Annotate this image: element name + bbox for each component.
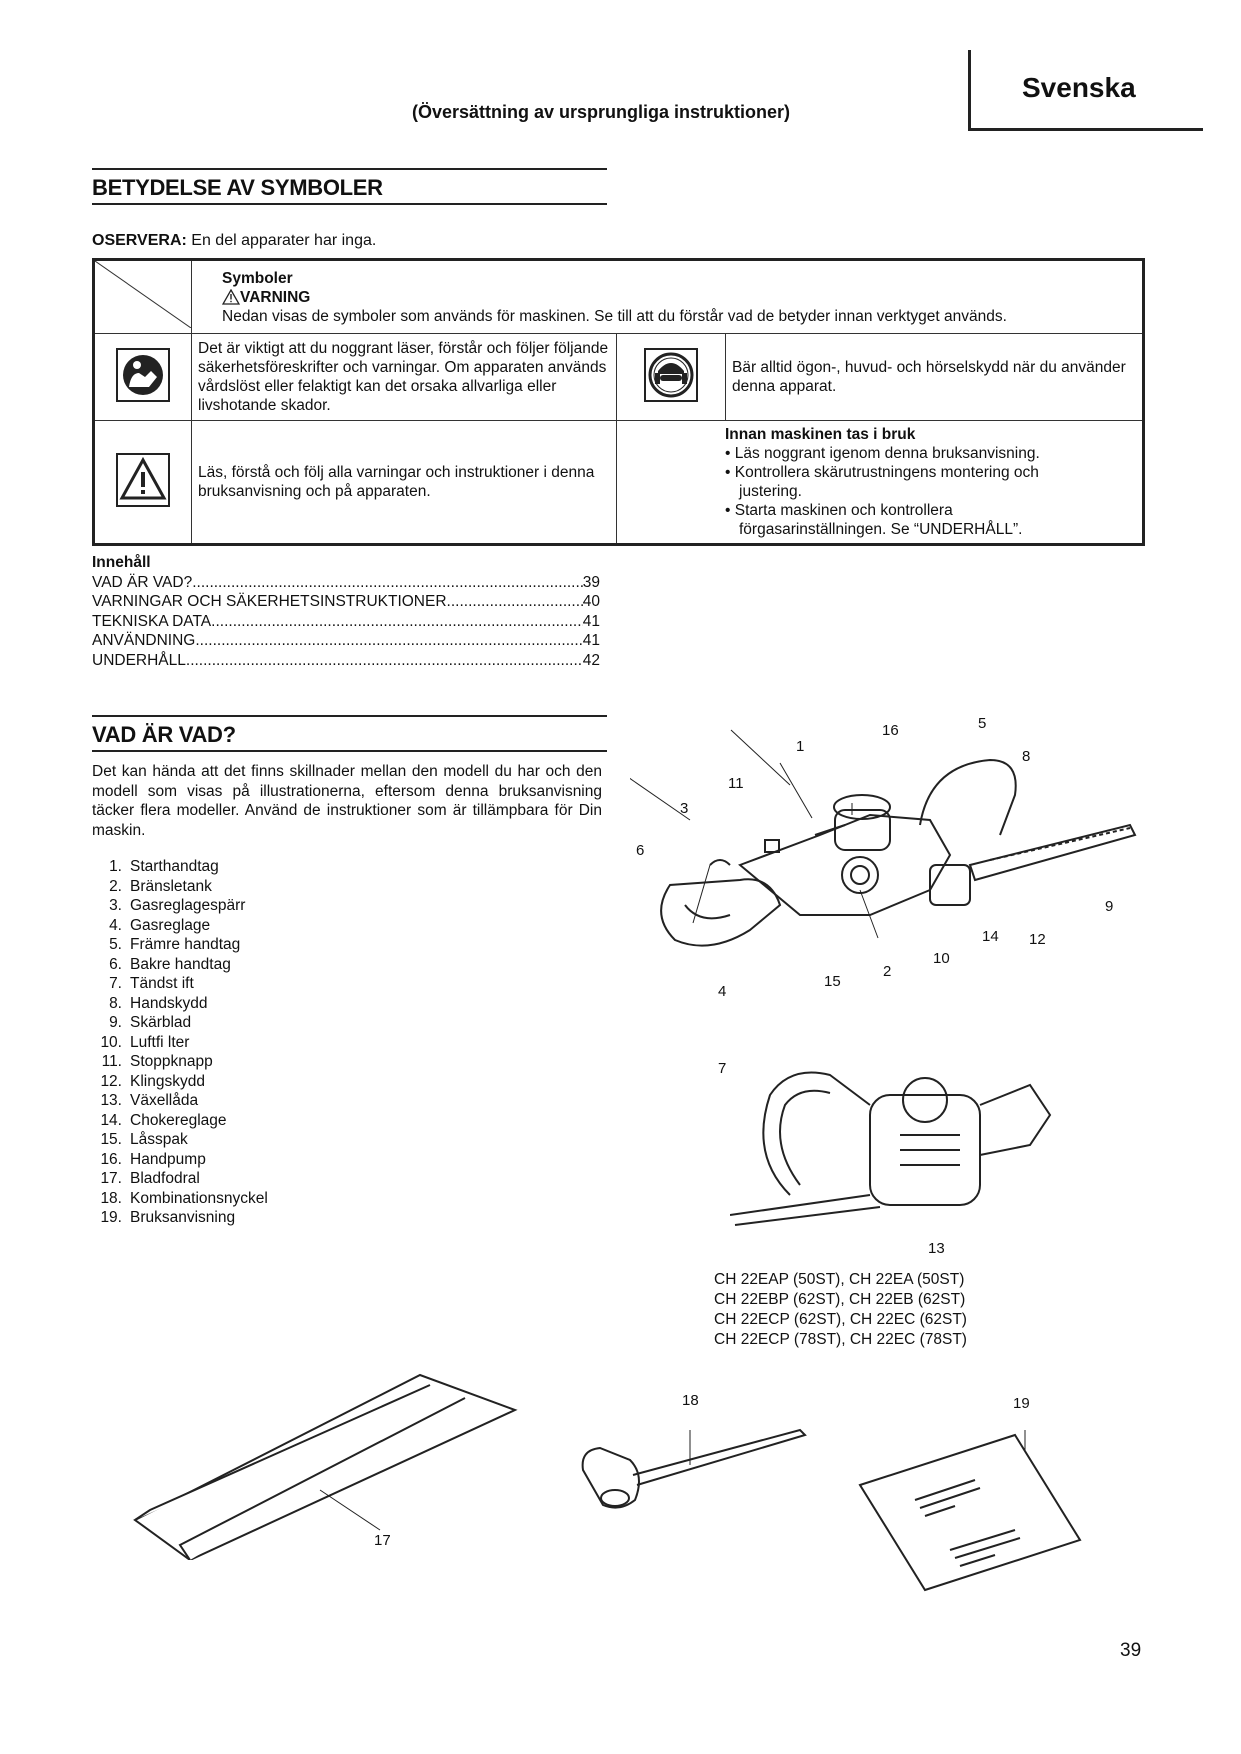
table-header-cell bbox=[192, 260, 1144, 334]
symbols-heading: Symboler bbox=[222, 269, 293, 287]
hedge-trimmer-illustration-bottom bbox=[730, 1035, 1130, 1235]
instruction-manual-illustration bbox=[855, 1430, 1095, 1600]
parts-list-item: 10. Luftfi lter bbox=[100, 1033, 190, 1051]
section-title-symbols: BETYDELSE AV SYMBOLER bbox=[92, 175, 383, 200]
callout-label: 1 bbox=[796, 738, 805, 755]
parts-list-item: 11. Stoppknapp bbox=[101, 1053, 213, 1070]
parts-list-item: 9. Skärblad bbox=[109, 1014, 192, 1031]
callout-label: 18 bbox=[682, 1392, 699, 1409]
combination-wrench-illustration bbox=[575, 1420, 810, 1530]
parts-list-item: 16. Handpump bbox=[100, 1150, 206, 1168]
toc-entry: TEKNISKA DATA ..... 41 bbox=[92, 612, 600, 632]
symbols-intro-text: Nedan visas de symboler som används för maskinen. Se till att du förstår vad de betyder innan verktyget används. bbox=[222, 307, 1007, 325]
callout-label: 15 bbox=[824, 973, 841, 990]
warning-symbol-cell bbox=[94, 421, 192, 545]
section-rule-top bbox=[92, 168, 607, 170]
before-use-item: förgasarinställningen. Se “UNDERHÅLL”. bbox=[739, 521, 1023, 538]
diagonal-divider bbox=[95, 261, 191, 328]
section-rule-bottom bbox=[92, 750, 607, 752]
parts-list-item: 1. Starthandtag bbox=[109, 858, 219, 875]
warning-triangle-icon bbox=[115, 452, 171, 508]
leader-line bbox=[320, 1490, 380, 1530]
parts-list-item: 3. Gasreglagespärr bbox=[109, 897, 246, 914]
section-rule-top bbox=[92, 715, 607, 717]
model-line: CH 22ECP (62ST), CH 22EC (62ST) bbox=[714, 1311, 967, 1328]
toc-entry: ANVÄNDNING ..... 41 bbox=[92, 631, 600, 651]
warning-heading: VARNING bbox=[222, 288, 1136, 307]
toc-entry: UNDERHÅLL ..... 42 bbox=[92, 651, 600, 671]
callout-label: 6 bbox=[636, 842, 645, 859]
whatis-intro: Det kan hända att det finns skillnader mellan den modell du har och den modell som visas på illustrationerna, eftersom denna bruksanvisning täcker flera modeller. Använd de instruktioner som är tillämpbara för Din maskin. bbox=[92, 763, 602, 839]
warning-icon bbox=[222, 289, 240, 305]
before-use-title: Innan maskinen tas i bruk bbox=[725, 426, 916, 443]
model-line: CH 22ECP (78ST), CH 22EC (78ST) bbox=[714, 1331, 967, 1348]
table-of-contents bbox=[92, 553, 600, 670]
before-use-item: • Kontrollera skärutrustningens montering och bbox=[725, 464, 1039, 481]
parts-list-item: 5. Främre handtag bbox=[109, 936, 241, 953]
parts-list-item: 8. Handskydd bbox=[109, 994, 208, 1012]
callout-label: 10 bbox=[933, 950, 950, 967]
callout-label: 19 bbox=[1013, 1395, 1030, 1412]
table-corner-cell bbox=[94, 260, 192, 334]
parts-list-item: 17. Bladfodral bbox=[100, 1170, 200, 1187]
callout-label: 8 bbox=[1022, 748, 1031, 765]
section-rule-bottom bbox=[92, 203, 607, 205]
callout-label: 7 bbox=[718, 1060, 727, 1077]
language-label: Svenska bbox=[1022, 72, 1136, 103]
page-number: 39 bbox=[1120, 1640, 1142, 1661]
callout-label: 9 bbox=[1105, 898, 1114, 915]
callout-label: 13 bbox=[928, 1240, 945, 1257]
parts-list-item: 19. Bruksanvisning bbox=[100, 1209, 236, 1226]
callout-label: 5 bbox=[978, 715, 987, 732]
parts-list-item: 12. Klingskydd bbox=[100, 1072, 205, 1090]
parts-list-item: 6. Bakre handtag bbox=[109, 955, 231, 973]
callout-label: 2 bbox=[883, 963, 892, 980]
parts-list-item: 14. Chokereglage bbox=[100, 1111, 227, 1129]
toc-entry: VARNINGAR OCH SÄKERHETSINSTRUKTIONER ..... 40 bbox=[92, 592, 600, 612]
callout-label: 11 bbox=[728, 775, 744, 792]
read-manual-text-cell: Det är viktigt att du noggrant läser, förstår och följer följande säkerhetsföreskrifter och varningar. Om apparaten används vårdslöst eller felaktigt kan det orsaka allvarliga eller livshotande skador. bbox=[192, 334, 617, 421]
callout-label: 12 bbox=[1029, 931, 1046, 948]
model-list bbox=[714, 1270, 967, 1350]
parts-list-item: 7. Tändst ift bbox=[109, 975, 194, 992]
parts-list-item: 13. Växellåda bbox=[100, 1092, 199, 1109]
protection-text-cell: Bär alltid ögon-, huvud- och hörselskydd när du använder denna apparat. bbox=[726, 334, 1144, 421]
note-label: OSERVERA: bbox=[92, 232, 187, 249]
section-title-whatis: VAD ÄR VAD? bbox=[92, 722, 236, 747]
callout-label: 16 bbox=[882, 722, 899, 739]
symbols-table bbox=[92, 258, 1145, 546]
callout-label: 17 bbox=[374, 1532, 391, 1549]
parts-list-item: 2. Bränsletank bbox=[109, 877, 212, 895]
note bbox=[92, 232, 376, 250]
toc-entry: VAD ÄR VAD? ..... 39 bbox=[92, 573, 600, 593]
callout-label: 4 bbox=[718, 983, 727, 1000]
protection-symbol-cell bbox=[617, 334, 726, 421]
callout-label: 3 bbox=[680, 800, 689, 817]
document-subtitle: (Översättning av ursprungliga instruktioner) bbox=[412, 102, 791, 122]
parts-list-item: 4. Gasreglage bbox=[109, 916, 211, 934]
before-use-item: • Starta maskinen och kontrollera bbox=[725, 502, 953, 519]
toc-title: Innehåll bbox=[92, 554, 151, 571]
warning-text-cell: Läs, förstå och följ alla varningar och instruktioner i denna bruksanvisning och på apparaten. bbox=[192, 421, 617, 545]
parts-list bbox=[92, 857, 268, 1228]
before-use-cell bbox=[617, 421, 1144, 545]
parts-list-item: 15. Låsspak bbox=[100, 1131, 188, 1148]
read-manual-icon bbox=[115, 347, 171, 403]
before-use-item: • Läs noggrant igenom denna bruksanvisning. bbox=[725, 445, 1040, 462]
blade-cover-illustration bbox=[120, 1360, 540, 1560]
callout-label: 14 bbox=[982, 928, 999, 945]
protective-gear-icon bbox=[643, 347, 699, 403]
parts-list-item: 18. Kombinationsnyckel bbox=[100, 1189, 268, 1207]
model-line: CH 22EAP (50ST), CH 22EA (50ST) bbox=[714, 1271, 965, 1288]
note-text: En del apparater har inga. bbox=[186, 232, 377, 249]
before-use-item: justering. bbox=[739, 483, 802, 500]
model-line: CH 22EBP (62ST), CH 22EB (62ST) bbox=[714, 1291, 966, 1308]
read-manual-symbol-cell bbox=[94, 334, 192, 421]
